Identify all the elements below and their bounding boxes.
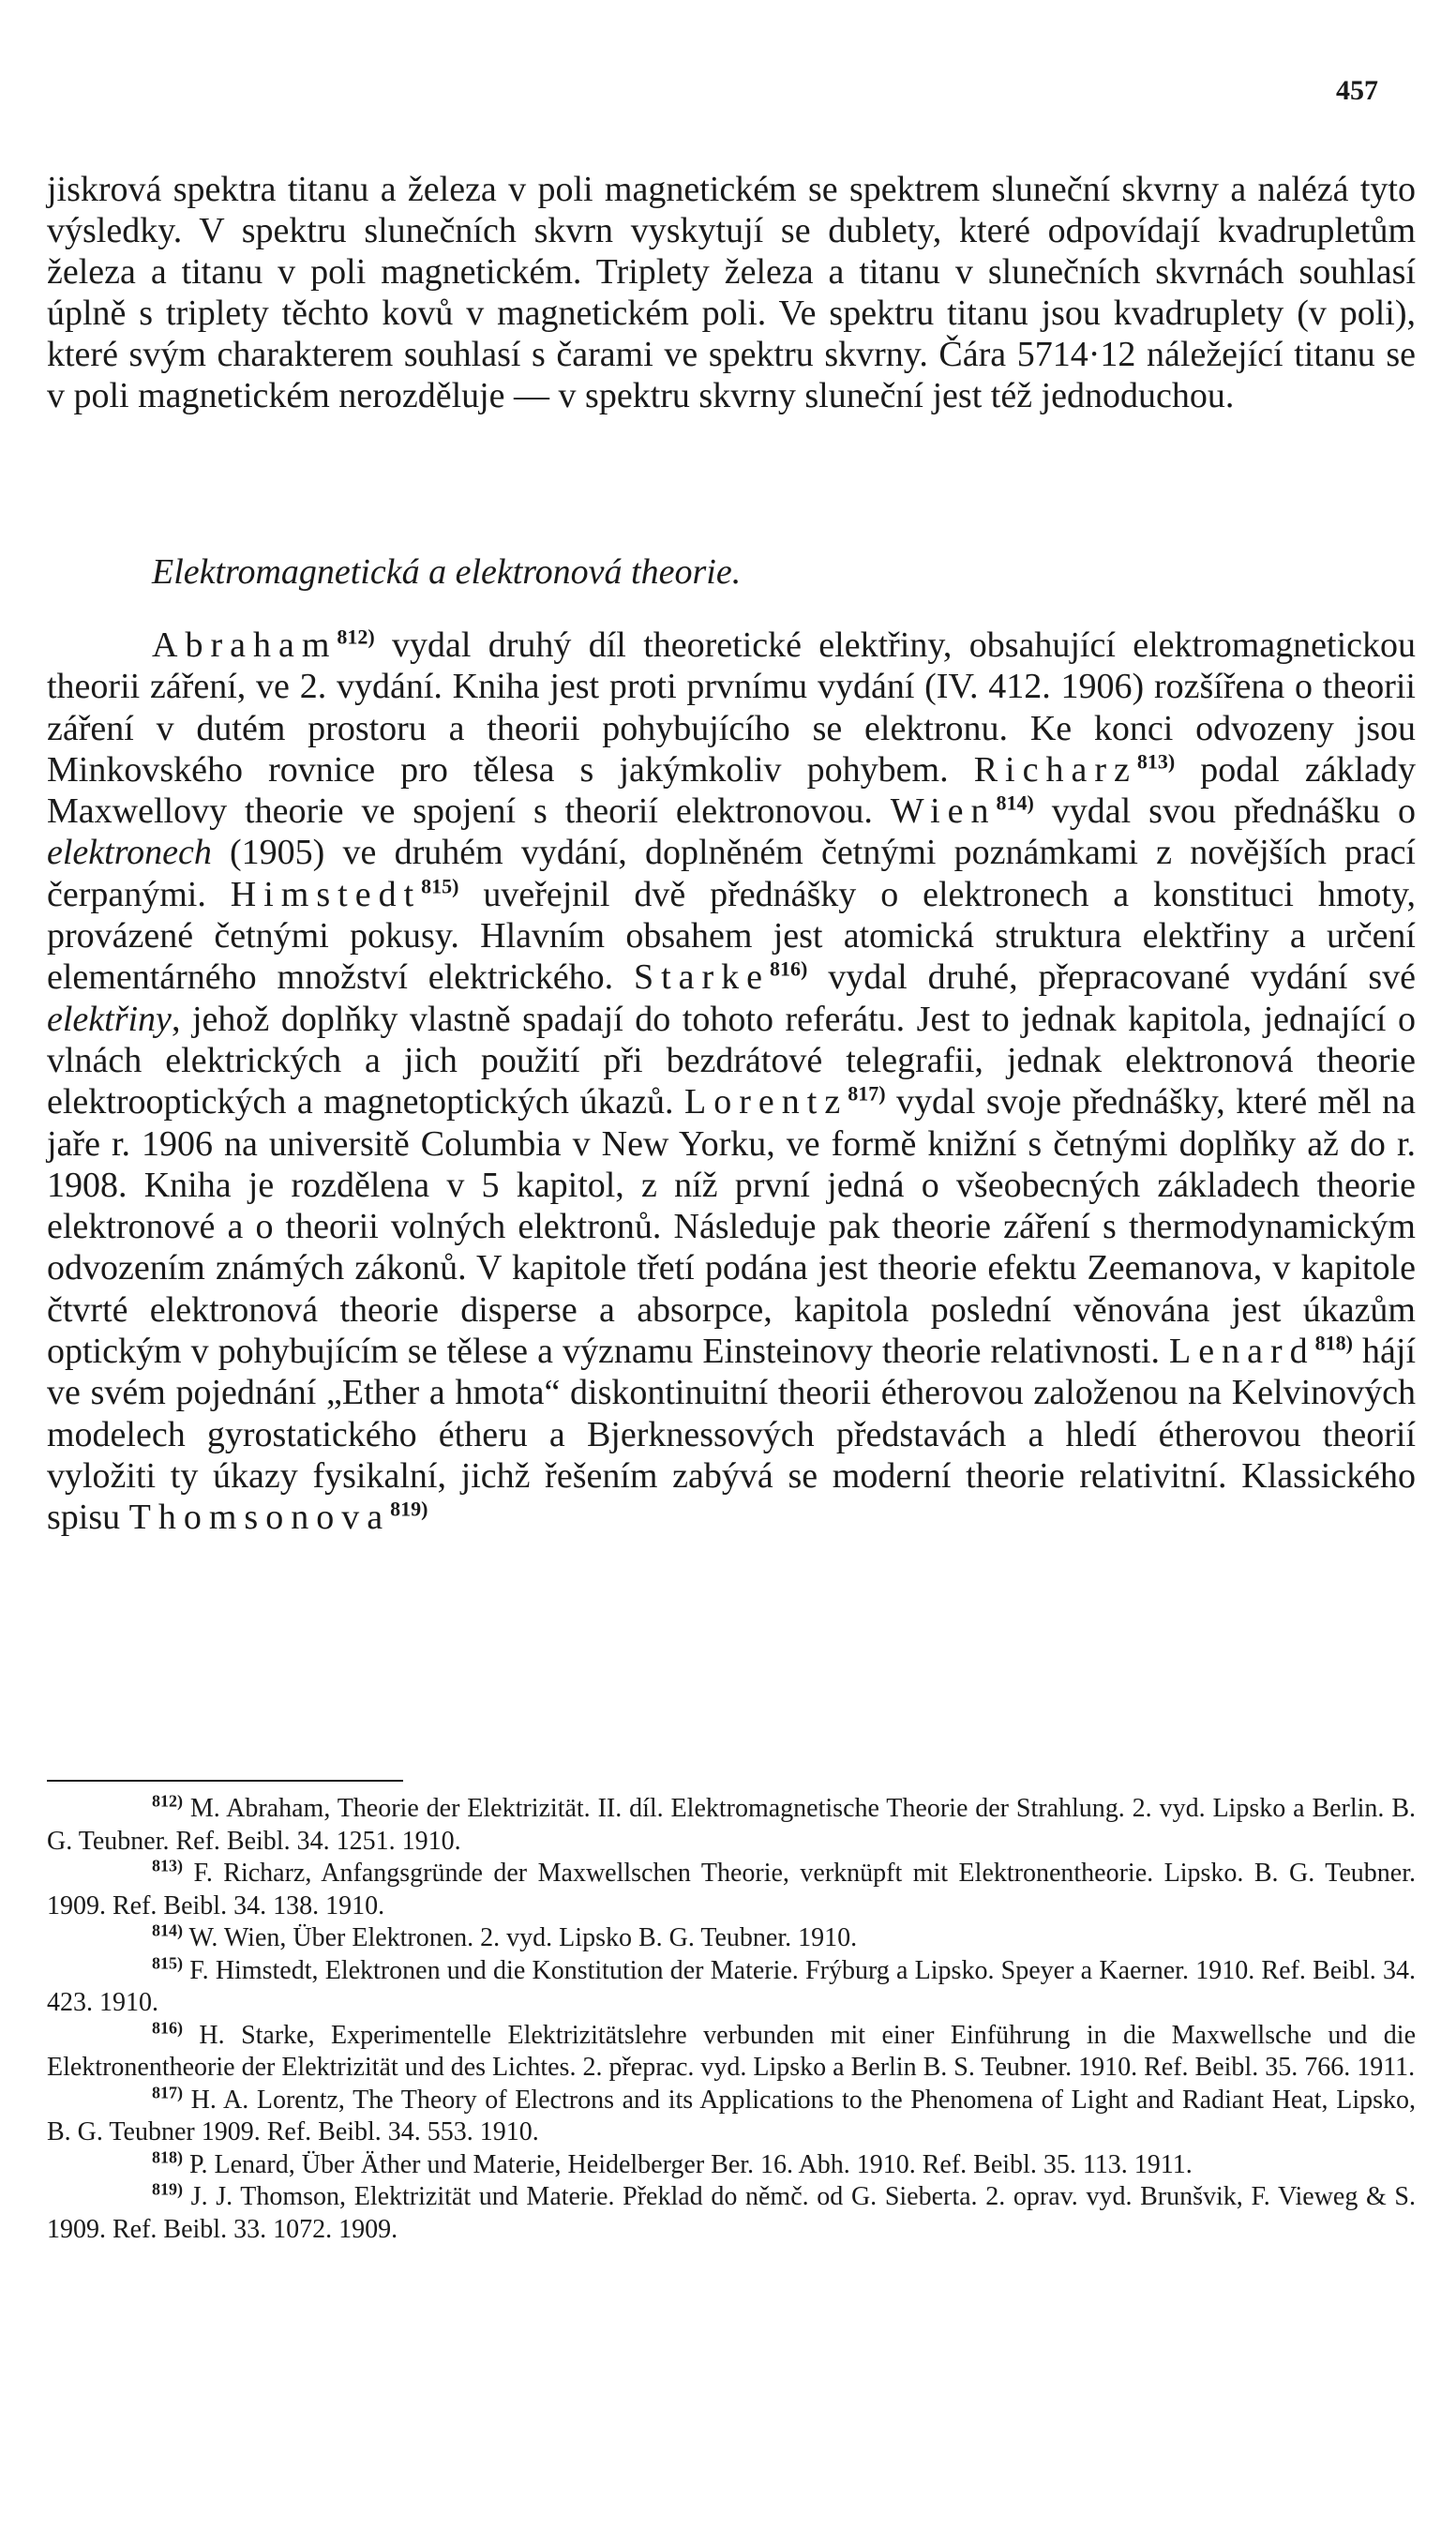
ref-815: 815) — [421, 874, 459, 898]
footnote-text: H. Starke, Experimentelle Elektrizitätslehre verbunden mit einer Einführung in die Maxwellsche und die Elektronentheorie der Elektrizität und des Lichtes. 2. přeprac. vyd. Lipsko a Berlin B. S. Teubner. 1910. Ref. Beibl. 35. 766. 1911. — [47, 2020, 1416, 2082]
ref-819: 819) — [390, 1497, 428, 1521]
footnotes — [47, 1793, 1416, 2246]
section-paragraph — [47, 625, 1416, 1539]
text-6: vydal svoje přednášky, které měl na jaře r. 1906 na universitě Columbia v New Yorku, ve formě knižní s četnými doplňky až do r. 1908. Kniha je rozdělena v 5 kapitol, z níž první jedná o všeobecných základech theorie elektronové a o theorii volných elektronů. Následuje pak theorie záření s thermodynamickým odvozením známých zákonů. V kapitole třetí podána jest theorie efektu Zeemanova, v kapitole čtvrté elektronová theorie disperse a absorpce, kapitola poslední věnována jest úkazům optickým v pohybujícím se tělese a významu Einsteinovy theorie relativnosti. — [47, 1082, 1416, 1372]
footnote-number: 816) — [152, 2018, 183, 2038]
footnote — [47, 1955, 1416, 2020]
author-richarz: Richarz — [973, 749, 1137, 790]
footnote — [47, 2181, 1416, 2246]
author-lenard: Lenard — [1169, 1332, 1315, 1372]
footnote — [47, 2020, 1416, 2085]
footnote-divider — [47, 1780, 403, 1782]
text-2: podal základy Maxwellovy theorie ve spojení s theorií elektronovou. — [47, 749, 1416, 832]
footnote-number: 812) — [152, 1791, 183, 1811]
text-3b: (1905) ve druhém vydání, doplněném četnými poznámkami z novějších prací čerpanými. — [47, 833, 1416, 914]
page-number: 457 — [1336, 75, 1378, 106]
footnote-number: 818) — [152, 2147, 183, 2167]
intro-paragraph — [47, 169, 1416, 416]
text-5b: , jehož doplňky vlastně spadají do tohoto referátu. Jest to jednak kapitola, jednající o vlnách elektrických a jich použití při bezdrátové telegrafii, jednak elektronová theorie elektrooptických a magnetoptických úkazů. — [47, 999, 1416, 1122]
author-thomson: Thomsonova — [128, 1498, 391, 1538]
author-himstedt: Himstedt — [230, 874, 422, 914]
author-lorentz: Lorentz — [684, 1082, 848, 1122]
footnote-number: 813) — [152, 1856, 183, 1875]
footnote — [47, 1922, 1416, 1955]
footnote — [47, 1858, 1416, 1922]
footnote-text: F. Richarz, Anfangsgründe der Maxwellschen Theorie, verknüpft mit Elektronentheorie. Lipsko. B. G. Teubner. 1909. Ref. Beibl. 34. 138. 1910. — [47, 1859, 1416, 1920]
author-starke: Starke — [633, 957, 771, 998]
footnote-number: 815) — [152, 1953, 183, 1973]
ref-812: 812) — [337, 625, 375, 649]
text-4: uveřejnil dvě přednášky o elektronech a konstituci hmoty, provázené četnými pokusy. Hlavním obsahem jest atomická struktura elektřiny a určení elementárného množství elektrického. — [47, 874, 1417, 998]
text-5: vydal druhé, přepracované vydání své — [807, 957, 1416, 998]
author-abraham: Abraham — [152, 625, 338, 665]
footnote-text: W. Wien, Über Elektronen. 2. vyd. Lipsko B. G. Teubner. 1910. — [188, 1923, 858, 1952]
paragraph-text: jiskrová spektra titanu a železa v poli magnetickém se spektrem sluneční skvrny a nalézá tyto výsledky. V spektru slunečních skvrn vyskytují se dublety, které odpovídají kvadrupletům železa a titanu v poli magnetickém. Triplety železa a titanu v slunečních skvrnách souhlasí úplně s triplety těchto kovů v magnetickém poli. Ve spektru titanu jsou kvadruplety (v poli), které svým charakterem souhlasí s čarami ve spektru skvrny. Čára 5714·12 náležející titanu se v poli magnetickém nerozděluje — v spektru skvrny sluneční jest též jednoduchou. — [47, 170, 1416, 415]
ref-813: 813) — [1136, 749, 1176, 774]
ref-818: 818) — [1314, 1331, 1353, 1355]
footnote-text: P. Lenard, Über Äther und Materie, Heidelberger Ber. 16. Abh. 1910. Ref. Beibl. 35. 113. 1911. — [189, 2149, 1193, 2179]
footnote — [47, 2149, 1416, 2182]
footnote-number: 814) — [152, 1920, 183, 1940]
section-body — [47, 625, 1416, 1539]
section-heading: Elektromagnetická a elektronová theorie. — [152, 552, 742, 592]
ref-814: 814) — [996, 791, 1034, 815]
footnote — [47, 2085, 1416, 2149]
text-3-italic: elektronech — [47, 833, 212, 873]
footnote-text: F. Himstedt, Elektronen und die Konstitution der Materie. Frýburg a Lipsko. Speyer a Kaerner. 1910. Ref. Beibl. 34. 423. 1910. — [47, 1955, 1417, 2017]
footnote-text: H. A. Lorentz, The Theory of Electrons and its Applications to the Phenomena of Light and Radiant Heat, Lipsko, B. G. Teubner 1909. Ref. Beibl. 34. 553. 1910. — [47, 2085, 1416, 2146]
text-5-italic: elektřiny — [47, 999, 172, 1039]
ref-816: 816) — [770, 956, 808, 981]
footnote — [47, 1793, 1416, 1858]
footnote-text: J. J. Thomson, Elektrizität und Materie. Překlad do němč. od G. Sieberta. 2. oprav. vyd. Brunšvik, F. Vieweg & S. 1909. Ref. Beibl. 33. 1072. 1909. — [47, 2182, 1417, 2244]
footnote-number: 819) — [152, 2179, 183, 2199]
text-3: vydal svou přednášku o — [1033, 791, 1417, 832]
ref-817: 817) — [848, 1081, 886, 1106]
text-1: vydal druhý díl theoretické elektřiny, obsahující elektromagnetickou theorii záření, ve 2. vydání. Kniha jest proti prvnímu vydání (IV. 412. 1906) rozšířena o theorii záření v dutém prostoru a theorii pohybujícího se elektronu. Ke konci odvozeny jsou Minkovského rovnice pro tělesa s jakýmkoliv pohybem. — [47, 625, 1416, 790]
text-7: hájí ve svém pojednání „Ether a hmota“ diskontinuitní theorii étherovou založenou na Kelvinových modelech gyrostatického étheru a Bjerknessových představách a hledí étherovou theorií vyložiti ty úkazy fysikalní, jichž řešením zabývá se moderní theorie relativitní. Klassického spisu — [47, 1332, 1417, 1538]
author-wien: Wien — [890, 791, 997, 832]
footnote-number: 817) — [152, 2083, 183, 2102]
footnote-text: M. Abraham, Theorie der Elektrizität. II. díl. Elektromagnetische Theorie der Strahlung. 2. vyd. Lipsko a Berlin. B. G. Teubner. Ref. Beibl. 34. 1251. 1910. — [47, 1794, 1416, 1856]
